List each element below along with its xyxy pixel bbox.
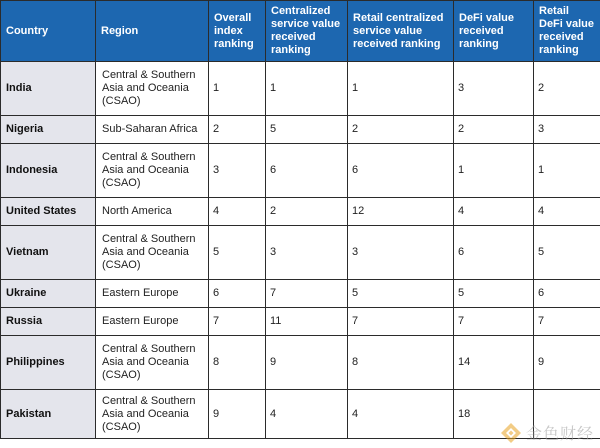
retail-defi-cell: 7 — [534, 308, 600, 336]
retail-centralized-cell: 5 — [348, 280, 454, 308]
country-cell: Indonesia — [1, 144, 96, 198]
defi-cell: 6 — [454, 226, 534, 280]
table-row — [1, 336, 600, 390]
defi-cell: 1 — [454, 144, 534, 198]
centralized-cell: 4 — [266, 390, 348, 439]
region-cell: Sub-Saharan Africa — [96, 116, 209, 144]
header-region: Region — [96, 1, 209, 62]
centralized-cell: 5 — [266, 116, 348, 144]
retail-centralized-cell: 1 — [348, 62, 454, 116]
centralized-cell: 1 — [266, 62, 348, 116]
overall-cell: 3 — [209, 144, 266, 198]
overall-cell: 6 — [209, 280, 266, 308]
retail-defi-cell — [534, 390, 600, 439]
overall-cell: 1 — [209, 62, 266, 116]
defi-cell: 7 — [454, 308, 534, 336]
overall-cell: 7 — [209, 308, 266, 336]
country-cell: United States — [1, 198, 96, 226]
region-cell: Eastern Europe — [96, 280, 209, 308]
country-cell: Russia — [1, 308, 96, 336]
defi-cell: 18 — [454, 390, 534, 439]
retail-centralized-cell: 3 — [348, 226, 454, 280]
retail-defi-cell: 4 — [534, 198, 600, 226]
country-cell: India — [1, 62, 96, 116]
retail-defi-cell: 3 — [534, 116, 600, 144]
region-cell: Central & Southern Asia and Oceania (CSAO) — [96, 390, 209, 439]
table-row — [1, 116, 600, 144]
header-row — [1, 1, 600, 62]
defi-cell: 5 — [454, 280, 534, 308]
header-retail-centralized-ranking: Retail centralized service value received ranking — [348, 1, 454, 62]
region-cell: Central & Southern Asia and Oceania (CSAO) — [96, 226, 209, 280]
centralized-cell: 11 — [266, 308, 348, 336]
table-row — [1, 144, 600, 198]
retail-defi-cell: 2 — [534, 62, 600, 116]
retail-centralized-cell: 2 — [348, 116, 454, 144]
header-overall-ranking: Overall index ranking — [209, 1, 266, 62]
centralized-cell: 9 — [266, 336, 348, 390]
header-retail-defi-ranking: Retail DeFi value received ranking — [534, 1, 600, 62]
watermark-text: 金色财经 — [525, 424, 594, 443]
header-centralized-ranking: Centralized service value received ranking — [266, 1, 348, 62]
retail-defi-cell: 1 — [534, 144, 600, 198]
table-row — [1, 62, 600, 116]
retail-centralized-cell: 12 — [348, 198, 454, 226]
defi-cell: 14 — [454, 336, 534, 390]
centralized-cell: 7 — [266, 280, 348, 308]
header-defi-ranking: DeFi value received ranking — [454, 1, 534, 62]
retail-centralized-cell: 6 — [348, 144, 454, 198]
retail-defi-cell: 6 — [534, 280, 600, 308]
retail-centralized-cell: 8 — [348, 336, 454, 390]
overall-cell: 5 — [209, 226, 266, 280]
table-body — [1, 62, 600, 439]
centralized-cell: 3 — [266, 226, 348, 280]
table-row — [1, 198, 600, 226]
defi-cell: 3 — [454, 62, 534, 116]
country-cell: Pakistan — [1, 390, 96, 439]
centralized-cell: 6 — [266, 144, 348, 198]
region-cell: Central & Southern Asia and Oceania (CSAO) — [96, 144, 209, 198]
table-header — [1, 1, 600, 62]
overall-cell: 2 — [209, 116, 266, 144]
retail-centralized-cell: 7 — [348, 308, 454, 336]
defi-cell: 2 — [454, 116, 534, 144]
table-row — [1, 280, 600, 308]
defi-cell: 4 — [454, 198, 534, 226]
country-cell: Nigeria — [1, 116, 96, 144]
country-cell: Vietnam — [1, 226, 96, 280]
centralized-cell: 2 — [266, 198, 348, 226]
region-cell: North America — [96, 198, 209, 226]
header-country: Country — [1, 1, 96, 62]
table-row — [1, 308, 600, 336]
region-cell: Eastern Europe — [96, 308, 209, 336]
overall-cell: 9 — [209, 390, 266, 439]
table-row — [1, 390, 600, 439]
country-cell: Philippines — [1, 336, 96, 390]
country-cell: Ukraine — [1, 280, 96, 308]
table-row — [1, 226, 600, 280]
overall-cell: 4 — [209, 198, 266, 226]
region-cell: Central & Southern Asia and Oceania (CSAO) — [96, 336, 209, 390]
retail-centralized-cell: 4 — [348, 390, 454, 439]
region-cell: Central & Southern Asia and Oceania (CSAO) — [96, 62, 209, 116]
retail-defi-cell: 9 — [534, 336, 600, 390]
retail-defi-cell: 5 — [534, 226, 600, 280]
overall-cell: 8 — [209, 336, 266, 390]
